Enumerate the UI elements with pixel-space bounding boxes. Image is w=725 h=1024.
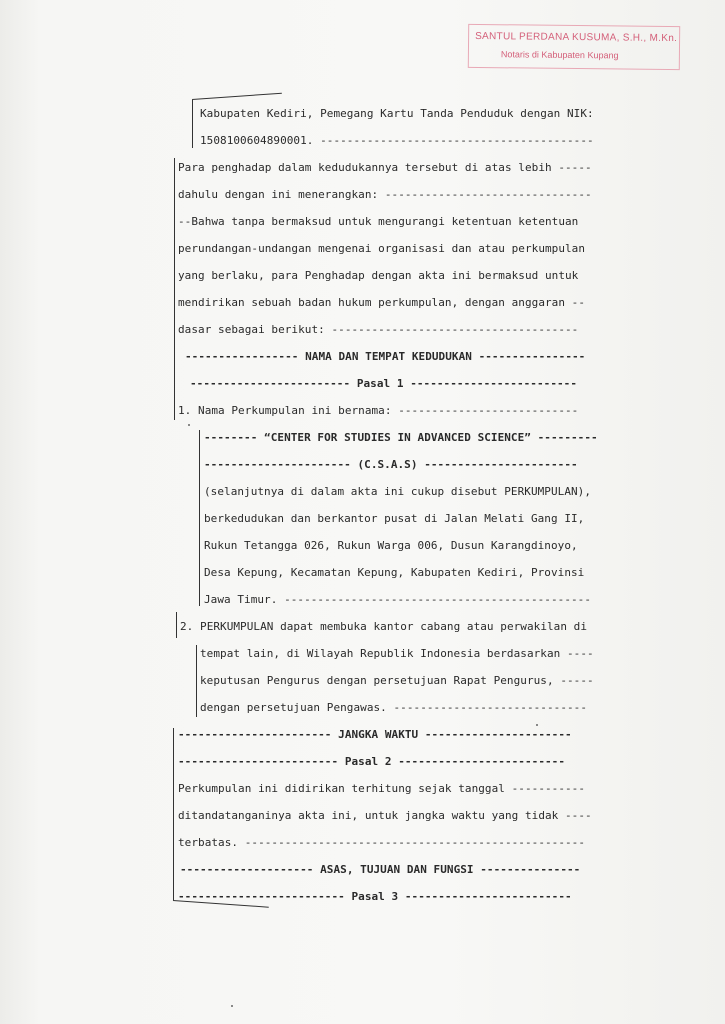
text-line: berkedudukan dan berkantor pusat di Jalan Melati Gang II, (204, 512, 585, 525)
text-line: ditandatanganinya akta ini, untuk jangka waktu yang tidak ---- (178, 809, 592, 822)
stamp-line-1: SANTUL PERDANA KUSUMA, S.H., M.Kn. (475, 30, 678, 45)
text-line: Rukun Tetangga 026, Rukun Warga 006, Dusun Karangdinoyo, (204, 539, 578, 552)
text-line: yang berlaku, para Penghadap dengan akta ini bermaksud untuk (178, 269, 579, 282)
text-line: 1. Nama Perkumpulan ini bernama: --------------------------- (178, 404, 579, 417)
text-line: dengan persetujuan Pengawas. ----------------------------- (200, 701, 588, 714)
text-line: Perkumpulan ini didirikan terhitung sejak tanggal ----------- (178, 782, 586, 795)
bracket-name-vertical (199, 430, 200, 606)
text-line: dahulu dengan ini menerangkan: ------------------------------- (178, 188, 592, 201)
section-heading: -------------------- ASAS, TUJUAN DAN FUNGSI --------------- (180, 863, 581, 876)
article-heading: ------------------------- Pasal 3 ------------------------- (178, 890, 572, 903)
stamp-line-2: Notaris di Kabupaten Kupang (500, 49, 619, 61)
text-line: Desa Kepung, Kecamatan Kepung, Kabupaten Kediri, Provinsi (204, 566, 585, 579)
speck (231, 1005, 233, 1007)
bracket-art2-vertical-1 (176, 612, 177, 638)
section-heading: ----------------------- JANGKA WAKTU ---------------------- (178, 728, 572, 741)
text-line: tempat lain, di Wilayah Republik Indonesia berdasarkan ---- (200, 647, 594, 660)
bracket-bottom-vertical (173, 728, 174, 900)
text-line: keputusan Pengurus dengan persetujuan Rapat Pengurus, ----- (200, 674, 594, 687)
text-line: terbatas. --------------------------------------------------- (178, 836, 586, 849)
section-heading: ----------------- NAMA DAN TEMPAT KEDUDUKAN ---------------- (185, 350, 586, 363)
text-line: --Bahwa tanpa bermaksud untuk mengurangi ketentuan ketentuan (178, 215, 579, 228)
article-heading: ------------------------ Pasal 2 ------------------------- (178, 755, 566, 768)
notary-stamp (468, 24, 680, 70)
text-line: Kabupaten Kediri, Pemegang Kartu Tanda Penduduk dengan NIK: (200, 107, 594, 120)
article-heading: ------------------------ Pasal 1 ------------------------- (190, 377, 578, 390)
text-line: dasar sebagai berikut: ------------------------------------- (178, 323, 579, 336)
bracket-main-vertical (174, 158, 175, 420)
text-line: mendirikan sebuah badan hukum perkumpulan, dengan anggaran -- (178, 296, 586, 309)
organization-name: -------- “CENTER FOR STUDIES IN ADVANCED SCIENCE” --------- (204, 431, 598, 444)
organization-abbreviation: ---------------------- (C.S.A.S) ----------------------- (204, 458, 578, 471)
text-line: 2. PERKUMPULAN dapat membuka kantor cabang atau perwakilan di (180, 620, 588, 633)
speck (188, 424, 190, 426)
bracket-art2-vertical-2 (196, 645, 197, 717)
text-line: Para penghadap dalam kedudukannya tersebut di atas lebih ----- (178, 161, 592, 174)
text-line: Jawa Timur. ---------------------------------------------- (204, 593, 592, 606)
text-line: 1508100604890001. ----------------------------------------- (200, 134, 594, 147)
speck (536, 724, 538, 726)
text-line: (selanjutnya di dalam akta ini cukup disebut PERKUMPULAN), (204, 485, 592, 498)
text-line: perundangan-undangan mengenai organisasi dan atau perkumpulan (178, 242, 586, 255)
bracket-top-vertical (192, 100, 193, 148)
